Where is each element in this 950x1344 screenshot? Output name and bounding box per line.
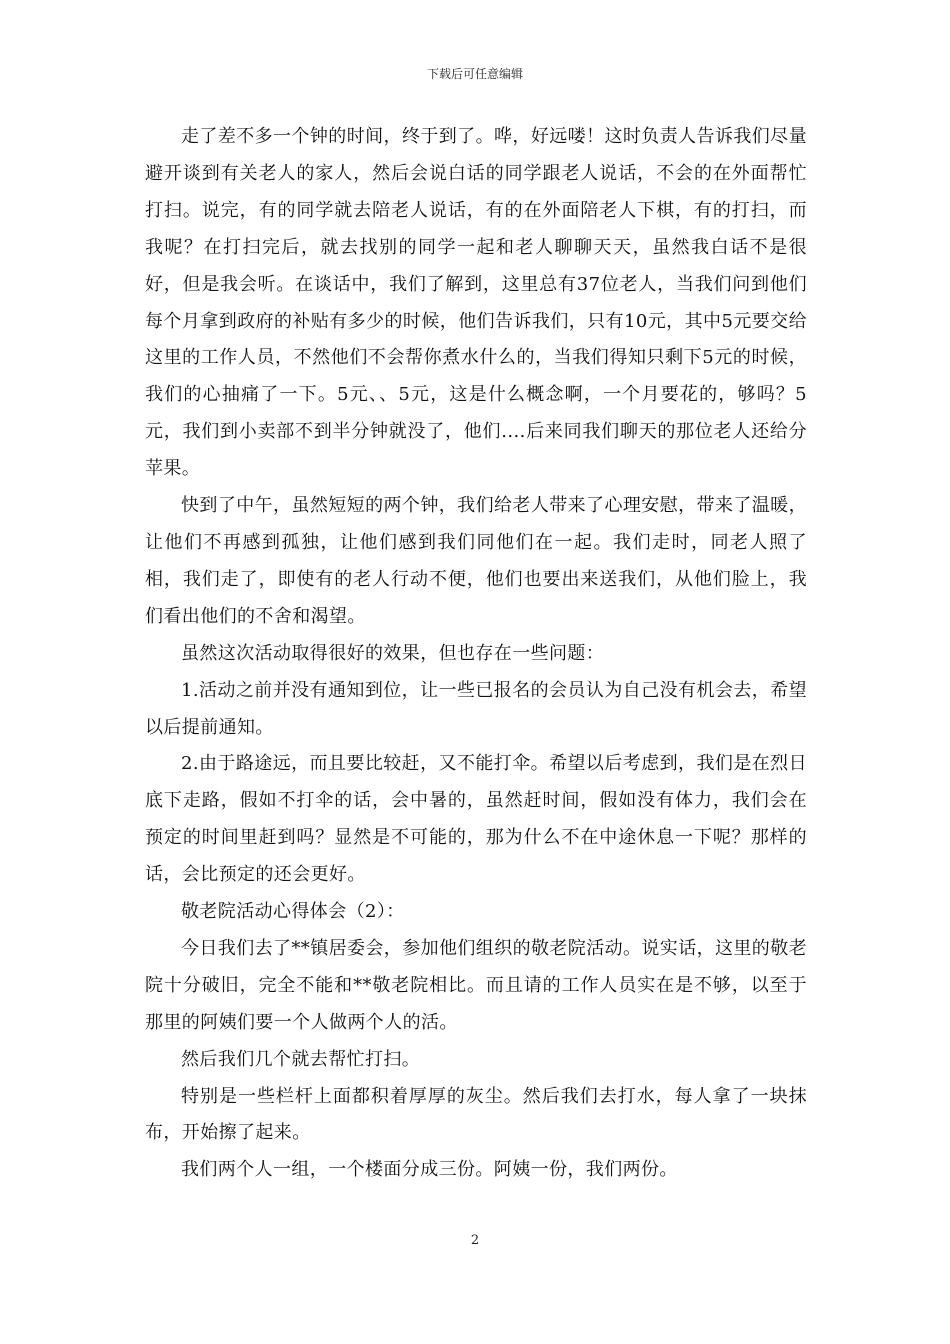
document-body — [145, 119, 807, 1189]
section-heading: 敬老院活动心得体会（2）： — [181, 901, 405, 923]
paragraph: 走了差不多一个钟的时间，终于到了。哗，好远喽！这时负责人告诉我们尽量避开谈到有关老人的家人，然后会说白话的同学跟老人说话，不会的在外面帮忙打扫。说完，有的同学就去陪老人说话，有的在外面陪老人下棋，有的打扫，而我呢？在打扫完后，就去找别的同学一起和老人聊聊天天，虽然我白话不是很好，但是我会听。在谈话中，我们了解到，这里总有37位老人，当我们问到他们每个月拿到政府的补贴有多少的时候，他们告诉我们，只有10元，其中5元要交给这里的工作人员，不然他们不会帮你煮水什么的，当我们得知只剩下5元的时候，我们的心抽痛了一下。5元、、5元，这是什么概念啊，一个月要花的，够吗？5元，我们到小卖部不到半分钟就没了，他们....后来同我们聊天的那位老人还给分苹果。 — [145, 126, 807, 480]
paragraph: 虽然这次活动取得很好的效果，但也存在一些问题： — [181, 642, 605, 664]
paragraph: 1.活动之前并没有通知到位，让一些已报名的会员认为自己没有机会去，希望以后提前通知。 — [145, 679, 807, 738]
paragraph: 特别是一些栏杆上面都积着厚厚的灰尘。然后我们去打水，每人拿了一块抹布，开始擦了起来。 — [145, 1085, 807, 1144]
page-number: 2 — [470, 1233, 480, 1248]
paragraph: 2.由于路途远，而且要比较赶，又不能打伞。希望以后考虑到，我们是在烈日底下走路，假如不打伞的话，会中暑的，虽然赶时间，假如没有体力，我们会在预定的时间里赶到吗？显然是不可能的，那为什么不在中途休息一下呢？那样的话，会比预定的还会更好。 — [145, 753, 807, 886]
paragraph: 我们两个人一组，一个楼面分成三份。阿姨一份，我们两份。 — [181, 1159, 678, 1181]
page-header: 下载后可任意编辑 — [426, 67, 523, 81]
paragraph: 快到了中午，虽然短短的两个钟，我们给老人带来了心理安慰，带来了温暖，让他们不再感到孤独，让他们感到我们同他们在一起。我们走时，同老人照了相，我们走了，即使有的老人行动不便，他们也要出来送我们，从他们脸上，我们看出他们的不舍和渴望。 — [145, 495, 807, 627]
paragraph: 然后我们几个就去帮忙打扫。 — [181, 1048, 421, 1070]
paragraph: 今日我们去了**镇居委会，参加他们组织的敬老院活动。说实话，这里的敬老院十分破旧，完全不能和**敬老院相比。而且请的工作人员实在是不够，以至于那里的阿姨们要一个人做两个人的活。 — [145, 937, 807, 1033]
